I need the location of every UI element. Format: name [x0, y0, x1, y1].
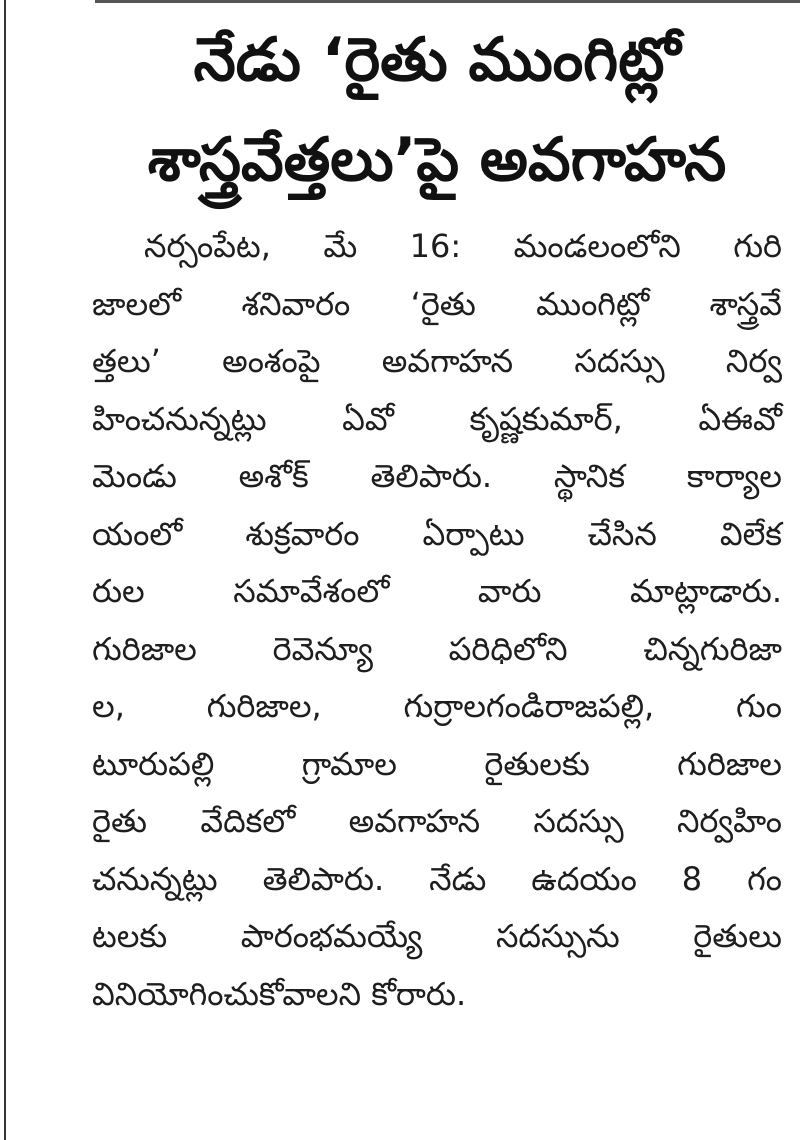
top-rule — [95, 0, 800, 3]
body-line: ల, గురిజాల, గుర్రాలగండిరాజపల్లి, గుం — [92, 687, 782, 725]
body-line: యంలో శుక్రవారం ఏర్పాటు చేసిన విలేక — [92, 514, 782, 553]
body-line: గురిజాల రెవెన్యూ పరిధిలోని చిన్నగురిజా — [92, 629, 782, 668]
body-line: రుల సమావేశంలో వారు మాట్లాడారు. — [92, 572, 782, 610]
body-line: త్తలు’ అంశంపై అవగాహన సదస్సు నిర్వ — [92, 342, 782, 380]
body-line: జాలలో శనివారం ‘రైతు ముంగిట్లో శాస్త్రవే — [92, 284, 782, 323]
body-line: హించనున్నట్లు ఏవో కృష్ణకుమార్, ఏఈవో — [92, 399, 782, 438]
body-line: వినియోగించుకోవాలని కోరారు. — [92, 974, 467, 1013]
body-line: టూరుపల్లి గ్రామాల రైతులకు గురిజాల — [92, 744, 782, 783]
body-line: మెండు అశోక్ తెలిపారు. స్థానిక కార్యాల — [92, 457, 782, 495]
body-line: టలకు పారంభమయ్యే సదస్సును రైతులు — [92, 917, 782, 955]
body-line: చనున్నట్లు తెలిపారు. నేడు ఉదయం 8 గం — [92, 859, 782, 898]
column-rule — [4, 0, 6, 1140]
headline-line-1: నేడు ‘రైతు ముంగిట్లో — [193, 25, 681, 95]
body-line: నర్సంపేట, మే 16: మండలంలోని గురి — [144, 227, 782, 265]
headline-line-2: శాస్త్రవేత్తలు’పై అవగాహన — [147, 125, 727, 195]
news-article — [92, 10, 782, 1023]
body-line: రైతు వేదికలో అవగాహన సదస్సు నిర్వహిం — [92, 802, 782, 840]
article-body — [92, 218, 782, 1023]
headline — [92, 10, 782, 210]
